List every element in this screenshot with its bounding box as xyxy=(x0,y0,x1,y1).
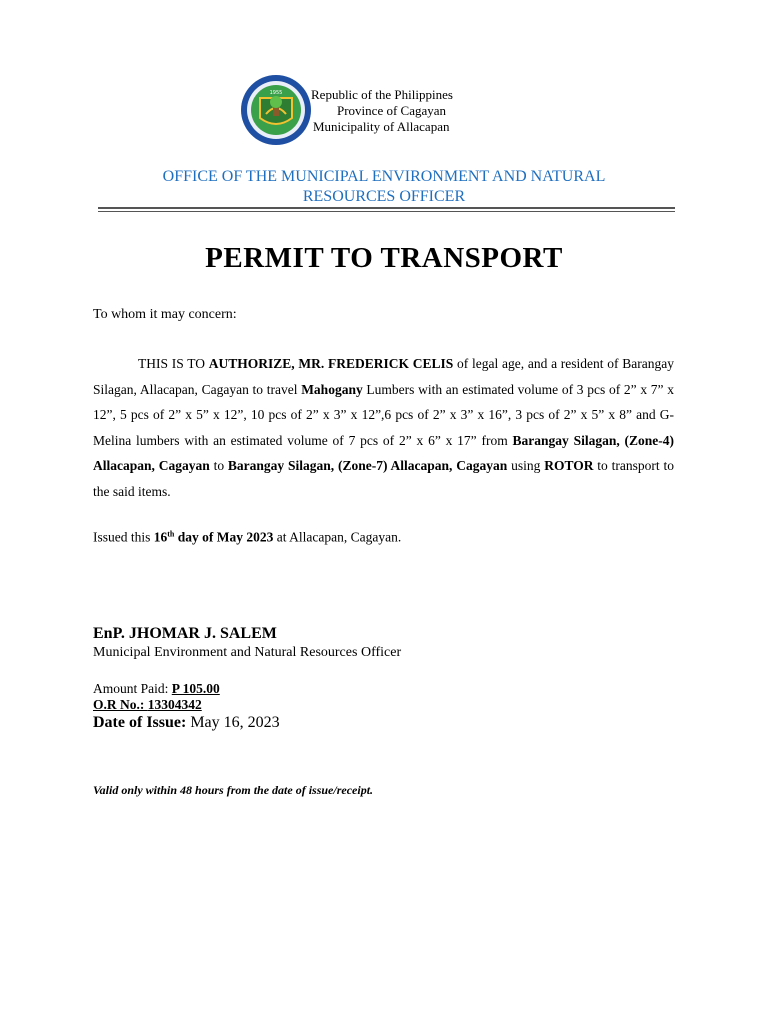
salutation: To whom it may concern: xyxy=(93,307,237,322)
date-value: May 16, 2023 xyxy=(190,714,280,731)
lumber-type: Mahogany xyxy=(301,381,363,397)
header-municipality: Municipality of Allacapan xyxy=(313,119,450,134)
document-title: PERMIT TO TRANSPORT xyxy=(205,242,563,274)
authorized-person: AUTHORIZE, MR. FREDERICK CELIS xyxy=(208,356,454,371)
header-divider xyxy=(98,207,675,209)
header-province: Province of Cagayan xyxy=(337,103,447,118)
body-text: of legal age, and a resident of Barangay Silagan, Allacapan, Cagayan to travel xyxy=(93,356,674,397)
municipal-seal-icon xyxy=(240,74,312,146)
body-text: THIS IS TO xyxy=(138,356,209,371)
office-line-2: RESOURCES OFFICER xyxy=(302,188,466,205)
office-name xyxy=(0,167,768,207)
office-line-1: OFFICE OF THE MUNICIPAL ENVIRONMENT AND NATURAL xyxy=(162,168,606,185)
header-divider-thin xyxy=(98,211,675,212)
validity-note: Valid only within 48 hours from the date of issue/receipt. xyxy=(93,783,374,797)
destination: Barangay Silagan, (Zone-7) Allacapan, Cagayan xyxy=(227,458,508,473)
issued-line: Issued this 16th day of May 2023 at Allacapan, Cagayan. xyxy=(93,529,402,545)
seal-year: 1955 xyxy=(269,90,283,96)
amount-value: P 105.00 xyxy=(171,681,220,696)
body-text: to xyxy=(209,458,228,473)
body-text: to transport to the said items. xyxy=(93,458,674,499)
body-text: using xyxy=(507,458,545,473)
signatory-name: EnP. JHOMAR J. SALEM xyxy=(93,625,277,642)
or-value: 13304342 xyxy=(147,697,202,712)
body-text: Lumbers with an estimated volume of 3 pcs of 2” x 7” x 12”, 5 pcs of 2” x 5” x 12”, 10 pcs of 2” x 3” x 12”,6 pcs of 2” x 3” x 16”, 3 pcs of 2” x 5” x 8” and G- Melina lumbers with an estimated volume of 7 pcs of 2” x 6” x 17” from xyxy=(93,381,674,448)
amount-paid: Amount Paid: P 105.00 xyxy=(93,681,220,696)
origin: Barangay Silagan, (Zone-4) Allacapan, Cagayan xyxy=(93,432,675,473)
vehicle: ROTOR xyxy=(544,458,594,473)
signatory-title: Municipal Environment and Natural Resources Officer xyxy=(93,645,402,660)
or-number: O.R No.: 13304342 xyxy=(93,697,202,712)
permit-body xyxy=(93,351,674,504)
header-country: Republic of the Philippines xyxy=(311,87,453,102)
date-of-issue: Date of Issue: May 16, 2023 xyxy=(93,714,280,731)
